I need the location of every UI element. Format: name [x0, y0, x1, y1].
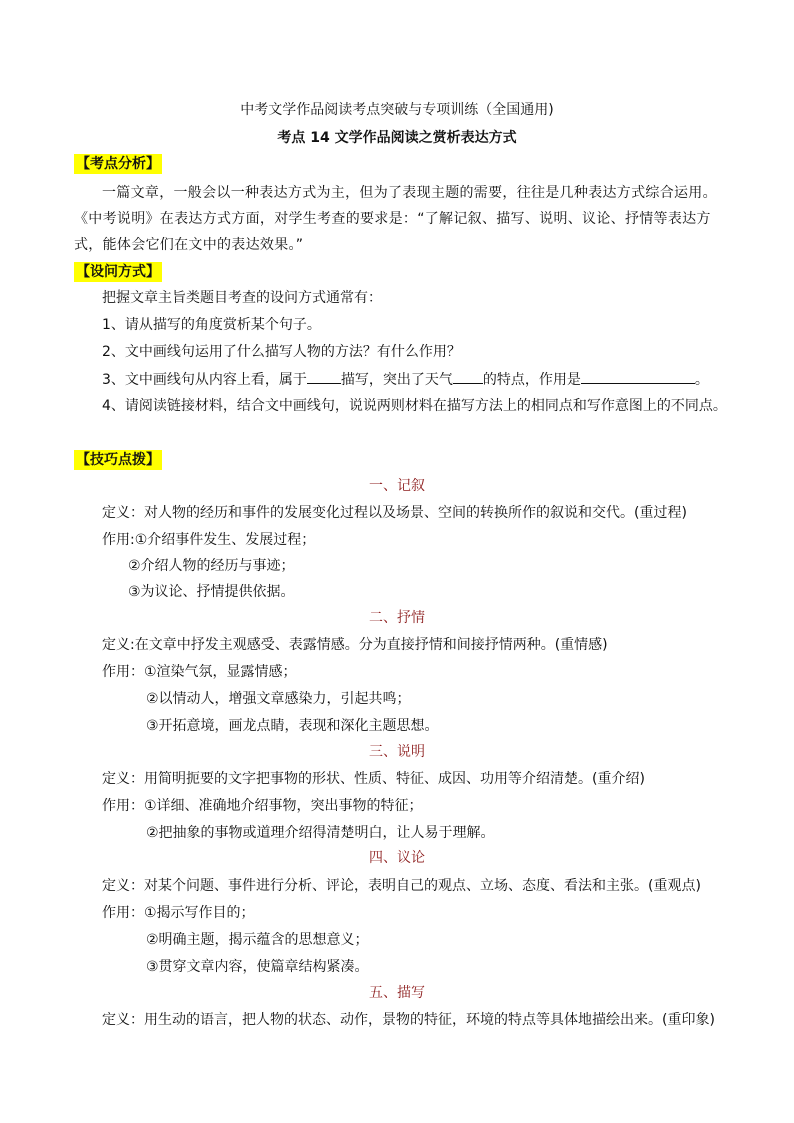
answer-blank: [307, 369, 341, 384]
heading-exposition: 三、说明: [369, 744, 425, 760]
lyric-function-3: ③开拓意境，画龙点睛，表现和深化主题思想。: [146, 718, 439, 734]
argument-function-1: 作用：①揭示写作目的；: [102, 905, 255, 921]
answer-blank: [581, 369, 695, 384]
questions-intro: 把握文章主旨类题目考查的设问方式通常有：: [102, 290, 382, 306]
question-item-3-part-2: 描写，突出了天气: [340, 372, 453, 388]
section-tag-tips: 【技巧点拨】: [76, 452, 160, 468]
question-item-3-part-3: 的特点，作用是: [482, 372, 581, 388]
question-item-3-part-4: 。: [694, 372, 709, 388]
exposition-definition: 定义：用简明扼要的文字把事物的形状、性质、特征、成因、功用等介绍清楚。(重介绍): [102, 771, 645, 787]
exposition-function-2: ②把抽象的事物或道理介绍得清楚明白，让人易于理解。: [146, 825, 495, 841]
description-definition: 定义：用生动的语言，把人物的状态、动作，景物的特征，环境的特点等具体地描绘出来。(重印象): [102, 1012, 715, 1028]
exposition-function-1: 作用：①详细、准确地介绍事物，突出事物的特征；: [102, 798, 423, 814]
question-item-3-part-1: 3、文中画线句从内容上看，属于: [102, 372, 307, 388]
argument-definition: 定义：对某个问题、事件进行分析、评论，表明自己的观点、立场、态度、看法和主张。(重观点): [102, 878, 701, 894]
narration-function-3: ③为议论、抒情提供依据。: [128, 584, 295, 600]
document-title: 中考文学作品阅读考点突破与专项训练（全国通用): [240, 102, 554, 118]
question-item-2: 2、文中画线句运用了什么描写人物的方法？有什么作用？: [102, 344, 461, 360]
heading-argument: 四、议论: [369, 850, 425, 866]
answer-blank: [453, 369, 483, 384]
question-item-3: [102, 369, 709, 390]
question-item-4: 4、请阅读链接材料，结合文中画线句，说说两则材料在描写方法上的相同点和写作意图上的不同点。: [102, 398, 727, 414]
document-subtitle: 考点 14 文学作品阅读之赏析表达方式: [277, 130, 517, 146]
narration-function-2: ②介绍人物的经历与事迹；: [128, 558, 295, 574]
heading-narration: 一、记叙: [369, 478, 425, 494]
section-tag-analysis: 【考点分析】: [76, 156, 160, 172]
section-tag-questions: 【设问方式】: [76, 264, 160, 280]
lyric-function-1: 作用：①渲染气氛，显露情感；: [102, 664, 297, 680]
lyric-function-2: ②以情动人，增强文章感染力，引起共鸣；: [146, 691, 411, 707]
heading-description: 五、描写: [369, 985, 425, 1001]
heading-lyric: 二、抒情: [369, 610, 425, 626]
argument-function-3: ③贯穿文章内容，使篇章结构紧凑。: [146, 959, 369, 975]
analysis-paragraph: 一篇文章，一般会以一种表达方式为主，但为了表现主题的需要，往往是几种表达方式综合运用。《中考说明》在表达方式方面，对学生考查的要求是：“了解记叙、描写、说明、议论、抒情等表达方式，能体会它们在文中的表达效果。”: [74, 185, 717, 253]
narration-definition: 定义：对人物的经历和事件的发展变化过程以及场景、空间的转换所作的叙说和交代。(重过程): [102, 505, 687, 521]
question-item-1: 1、请从描写的角度赏析某个句子。: [102, 317, 321, 333]
narration-function-1: 作用:①介绍事件发生、发展过程；: [102, 532, 316, 548]
lyric-definition: 定义:在文章中抒发主观感受、表露情感。分为直接抒情和间接抒情两种。(重情感): [102, 637, 608, 653]
argument-function-2: ②明确主题，揭示蕴含的思想意义；: [146, 932, 369, 948]
